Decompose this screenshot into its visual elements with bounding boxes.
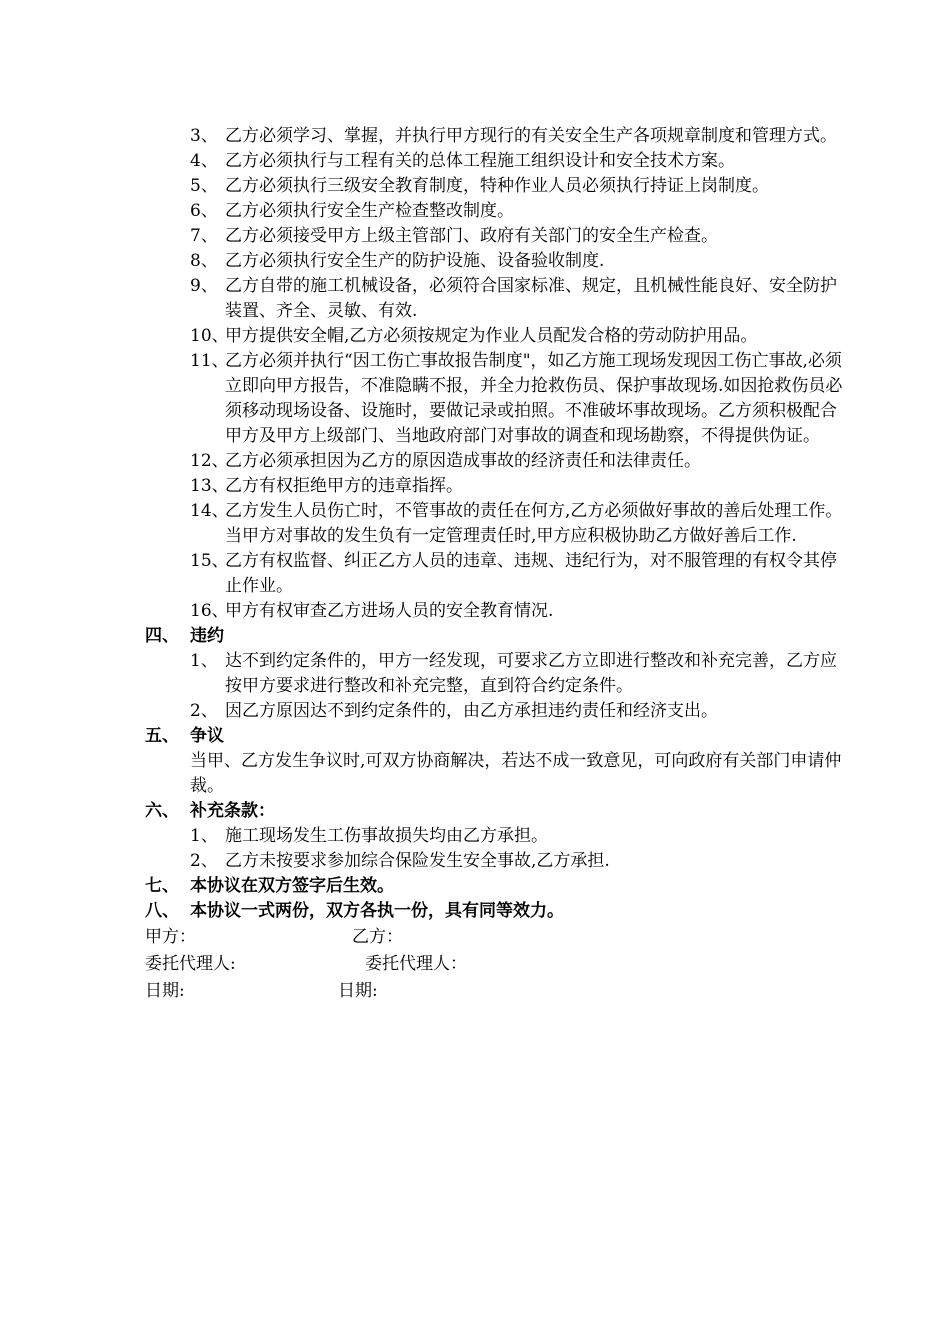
signature-row-agent: [145, 951, 845, 978]
clause-number: 11、: [190, 351, 229, 371]
signature-block: [145, 924, 845, 1005]
section-number: 五、: [145, 726, 179, 746]
item-text: 施工现场发生工伤事故损失均由乙方承担。: [225, 826, 548, 846]
agent-b-label: 委托代理人：: [365, 954, 467, 974]
clause-item: [145, 274, 845, 324]
item-number: 2、: [190, 851, 218, 871]
item-number: 1、: [190, 826, 218, 846]
date-a-label: 日期:: [145, 981, 185, 1001]
party-b-label: 乙方：: [352, 927, 403, 947]
party-a-label: 甲方：: [145, 927, 196, 947]
clause-number: 5、: [190, 176, 218, 196]
clause-item: [145, 349, 845, 449]
breach-list: [145, 649, 845, 724]
clause-text: 乙方有权拒绝甲方的违章指挥。: [225, 476, 463, 496]
clause-text: 乙方必须承担因为乙方的原因造成事故的经济责任和法律责任。: [225, 451, 701, 471]
signature-row-date: [145, 978, 845, 1005]
clause-text: 乙方必须并执行“因工伤亡事故报告制度"，如乙方施工现场发现因工伤亡事故,必须立即向甲方报告，不准隐瞒不报，并全力抢救伤员、保护事故现场.如因抢救伤员必须移动现场设备、设施时，要做记录或拍照。不准破坏事故现场。乙方须积极配合甲方及甲方上级部门、当地政府部门对事故的调查和现场勘察，不得提供伪证。: [225, 351, 843, 446]
clause-item: [145, 499, 845, 549]
clause-text: 乙方必须执行三级安全教育制度，特种作业人员必须执行持证上岗制度。: [225, 176, 769, 196]
breach-item: [145, 699, 845, 724]
clause-text: 乙方发生人员伤亡时，不管事故的责任在何方,乙方必须做好事故的善后处理工作。当甲方对事故的发生负有一定管理责任时,甲方应积极协助乙方做好善后工作.: [225, 501, 843, 546]
item-number: 1、: [190, 651, 218, 671]
clause-list-part3: [145, 124, 845, 624]
contract-body: [145, 124, 845, 1005]
section-title: 补充条款：: [190, 801, 275, 821]
clause-number: 8、: [190, 251, 218, 271]
item-text: 因乙方原因达不到约定条件的，由乙方承担违约责任和经济支出。: [225, 701, 718, 721]
clause-text: 乙方有权监督、纠正乙方人员的违章、违规、违纪行为，对不服管理的有权令其停止作业。: [225, 551, 837, 596]
section-title: 本协议在双方签字后生效。: [190, 876, 394, 896]
clause-number: 15、: [190, 551, 229, 571]
clause-item: [145, 149, 845, 174]
date-b-label: 日期:: [338, 981, 378, 1001]
clause-number: 4、: [190, 151, 218, 171]
item-number: 2、: [190, 701, 218, 721]
item-text: 达不到约定条件的，甲方一经发现，可要求乙方立即进行整改和补充完善，乙方应按甲方要求进行整改和补充完整，直到符合约定条件。: [225, 651, 837, 696]
clause-number: 10、: [190, 326, 229, 346]
clause-number: 16、: [190, 601, 229, 621]
section-heading-supplementary: [145, 799, 845, 824]
clause-number: 6、: [190, 201, 218, 221]
supplementary-item: [145, 824, 845, 849]
clause-text: 甲方有权审查乙方进场人员的安全教育情况.: [225, 601, 554, 621]
section-number: 八、: [145, 901, 179, 921]
agent-a-label: 委托代理人:: [145, 954, 236, 974]
clause-item: [145, 324, 845, 349]
clause-number: 13、: [190, 476, 229, 496]
clause-number: 12、: [190, 451, 229, 471]
clause-number: 14、: [190, 501, 229, 521]
signature-row-party: [145, 924, 845, 951]
supplementary-item: [145, 849, 845, 874]
clause-number: 7、: [190, 226, 218, 246]
clause-text: 甲方提供安全帽,乙方必须按规定为作业人员配发合格的劳动防护用品。: [225, 326, 758, 346]
clause-item: [145, 599, 845, 624]
clause-number: 9、: [190, 276, 218, 296]
clause-text: 乙方必须执行安全生产检查整改制度。: [225, 201, 514, 221]
dispute-paragraph: 当甲、乙方发生争议时,可双方协商解决，若达不成一致意见，可向政府有关部门申请仲裁。: [190, 751, 842, 796]
clause-item: [145, 549, 845, 599]
clause-item: [145, 174, 845, 199]
section-heading-breach: [145, 624, 845, 649]
clause-number: 3、: [190, 126, 218, 146]
clause-text: 乙方自带的施工机械设备，必须符合国家标准、规定，且机械性能良好、安全防护装置、齐全、灵敏、有效.: [225, 276, 837, 321]
section-heading-copies: [145, 899, 845, 924]
section-title: 争议: [190, 726, 224, 746]
clause-item: [145, 474, 845, 499]
clause-text: 乙方必须接受甲方上级主管部门、政府有关部门的安全生产检查。: [225, 226, 718, 246]
clause-text: 乙方必须执行与工程有关的总体工程施工组织设计和安全技术方案。: [225, 151, 735, 171]
section-heading-dispute: [145, 724, 845, 749]
breach-item: [145, 649, 845, 699]
clause-item: [145, 449, 845, 474]
section-heading-effective: [145, 874, 845, 899]
clause-item: [145, 224, 845, 249]
clause-item: [145, 124, 845, 149]
section-title: 本协议一式两份，双方各执一份，具有同等效力。: [190, 901, 564, 921]
section-title: 违约: [190, 626, 224, 646]
clause-text: 乙方必须执行安全生产的防护设施、设备验收制度.: [225, 251, 605, 271]
clause-item: [145, 199, 845, 224]
section-number: 七、: [145, 876, 179, 896]
item-text: 乙方未按要求参加综合保险发生安全事故,乙方承担.: [225, 851, 610, 871]
section-number: 四、: [145, 626, 179, 646]
clause-item: [145, 249, 845, 274]
supplementary-list: [145, 824, 845, 874]
section-number: 六、: [145, 801, 179, 821]
clause-text: 乙方必须学习、掌握，并执行甲方现行的有关安全生产各项规章制度和管理方式。: [225, 126, 837, 146]
